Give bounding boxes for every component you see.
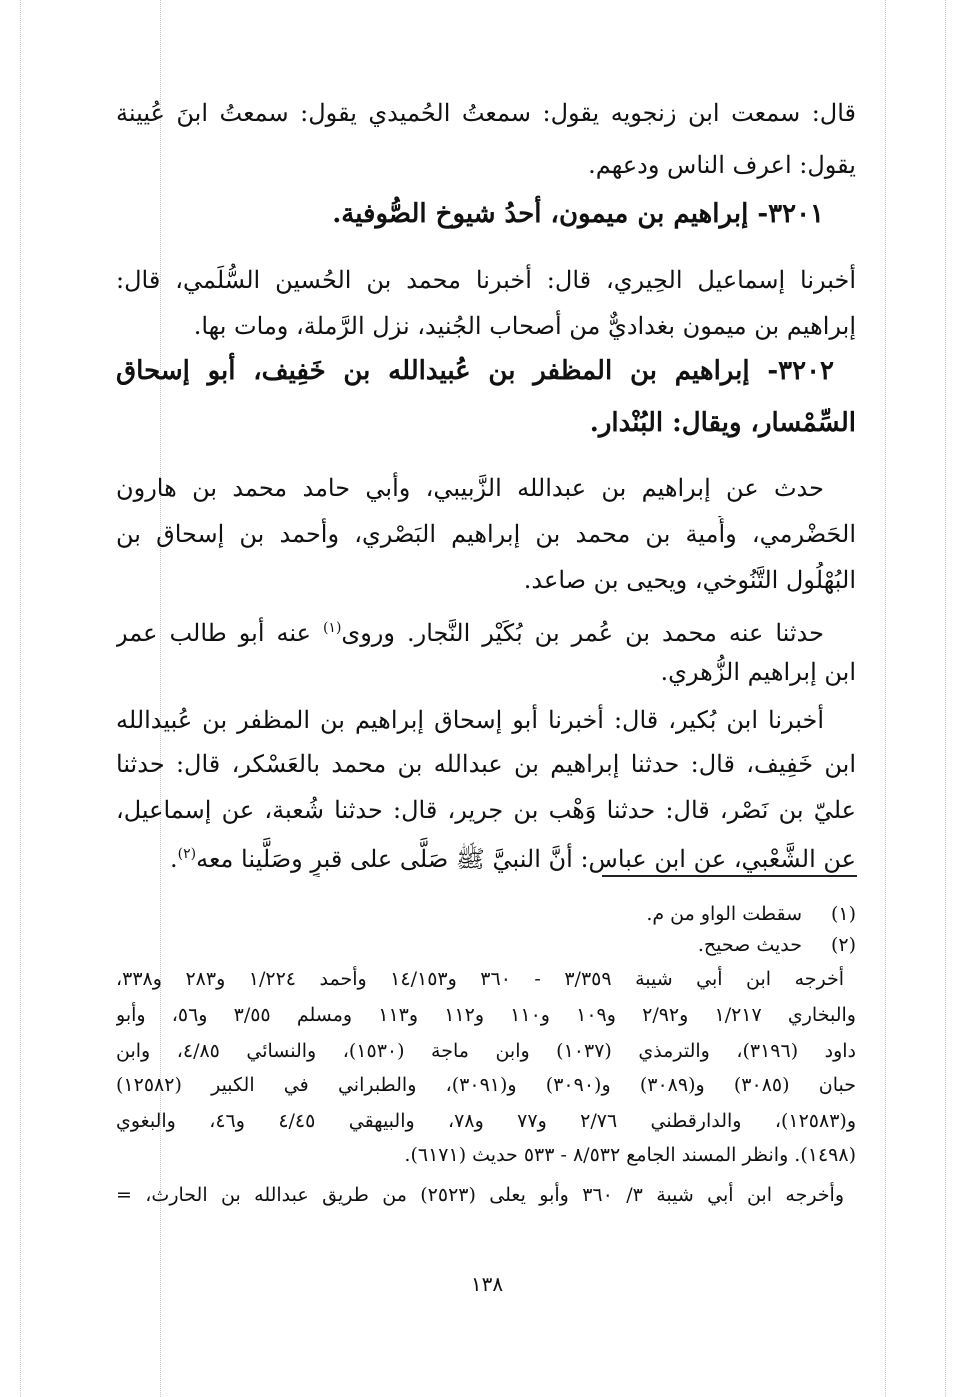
footnote-text: حبان (٣٠٨٥) و(٣٠٨٩) و(٣٠٩٠) و(٣٠٩١)، والطبراني في الكبير (١٢٥٨٢) — [116, 1074, 856, 1096]
footnote-number: (١) — [830, 903, 856, 925]
text-line: الحَضْرمي، وأُمية بن محمد بن إبراهيم البَصْري، وأحمد بن إسحاق بن — [116, 520, 856, 548]
text-segment: عنه أبو طالب عمر — [116, 619, 323, 647]
entry-heading-3202: ٣٢٠٢- إبراهيم بن المظفر بن عُبيدالله بن خَفِيف، أبو إسحاق — [116, 356, 834, 386]
text-line: عليّ بن نَصْر، قال: حدثنا وَهْب بن جرير، قال: حدثنا شُعبة، عن إسماعيل، — [116, 796, 856, 824]
text-line — [116, 610, 824, 651]
text-segment: عن الشَّعْبي، عن ابن عباس: أنَّ النبيَّ ﷺ صَلَّى على قبرٍ وصَلَّينا معه — [196, 845, 856, 873]
text-line: ابن إبراهيم الزُّهري. — [660, 658, 856, 686]
text-line: أخبرنا إسماعيل الحِيري، قال: أخبرنا محمد بن الحُسين السُّلَمي، قال: — [116, 266, 856, 294]
text-line: ابن خَفِيف، قال: حدثنا إبراهيم بن عبدالله بن محمد بالعَسْكر، قال: حدثنا — [116, 750, 856, 778]
footnote-text: وأخرجه ابن أبي شيبة ٣/ ٣٦٠ وأبو يعلى (٢٥٢٣) من طريق عبدالله بن الحارث، = — [116, 1184, 844, 1206]
text-segment: حدثنا عنه محمد بن عُمر بن بُكَيْر النَّجار. وروى — [341, 619, 824, 647]
margin-guide — [945, 0, 946, 1397]
text-line: البُهْلُول التَّنُوخي، ويحيى بن صاعد. — [523, 566, 856, 594]
text-line: أخبرنا ابن بُكير، قال: أخبرنا أبو إسحاق إبراهيم بن المظفر بن عُبيدالله — [116, 706, 824, 734]
text-line: يقول: اعرف الناس ودعهم. — [588, 151, 856, 179]
footnote-text: حديث صحيح. — [697, 934, 802, 956]
footnote-ref: (١) — [322, 620, 342, 636]
text-line: إبراهيم بن ميمون بغداديٌّ من أصحاب الجُنيد، نزل الرَّملة، ومات بها. — [193, 312, 856, 340]
footnote-text: والبخاري ١/٢١٧ و٢/٩٢ و١٠٩ و١١٠ و١١٢ و١١٣ ومسلم ٣/٥٥ و٥٦، وأبو — [116, 1004, 856, 1026]
entry-heading-3201: ٣٢٠١- إبراهيم بن ميمون، أحدُ شيوخ الصُّوفية. — [332, 199, 824, 229]
margin-guide — [885, 0, 886, 1397]
entry-heading-3202-cont: السِّمْسار، ويقال: البُنْدار. — [589, 408, 856, 438]
footnote-text: داود (٣١٩٦)، والترمذي (١٠٣٧) وابن ماجة (١٥٣٠)، والنسائي ٤/٨٥، وابن — [116, 1040, 856, 1062]
footnote-text: و(١٢٥٨٣)، والدارقطني ٢/٧٦ و٧٧ و٧٨، والبيهقي ٤/٤٥ و٤٦، والبغوي — [116, 1110, 856, 1132]
margin-guide — [20, 0, 21, 1397]
page-number: ١٣٨ — [470, 1272, 504, 1296]
footnote-text: (١٤٩٨). وانظر المسند الجامع ٨/٥٣٢ - ٥٣٣ حديث (٦١٧١). — [404, 1144, 856, 1166]
footnote-number: (٢) — [830, 934, 856, 956]
footnote-ref: (٢) — [177, 846, 197, 862]
footnote-text: أخرجه ابن أبي شيبة ٣/٣٥٩ - ٣٦٠ و١٤/١٥٣ وأحمد ١/٢٢٤ و٢٨٣ و٣٣٨، — [116, 968, 844, 990]
footnote-separator — [602, 875, 857, 877]
text-line: حدث عن إبراهيم بن عبدالله الزَّبيبي، وأبي حامد محمد بن هارون — [116, 474, 824, 502]
text-segment: . — [170, 845, 178, 873]
footnote-text: سقطت الواو من م. — [646, 903, 802, 925]
text-line: قال: سمعت ابن زنجويه يقول: سمعتُ الحُميدي يقول: سمعتُ ابنَ عُيينة — [116, 99, 856, 127]
text-line — [116, 836, 856, 877]
